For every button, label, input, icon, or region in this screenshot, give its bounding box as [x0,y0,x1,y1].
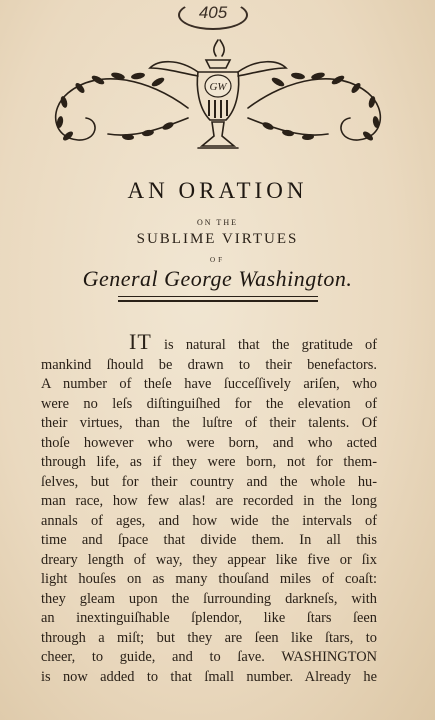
oration-subtitle: SUBLIME VIRTUES [136,231,299,247]
body-line: annals of ages, and how wide the intervals of [41,512,377,529]
body-line: mankind ſhould be drawn to their benefactors. [41,356,377,373]
laurel-urn-ornament [38,38,398,163]
subject-name: General George Washington. [82,266,353,291]
body-line: A number of theſe have ſucceſſively ariſen, who [41,376,377,392]
body-line: light houſes on as many thouſand miles of coaſt: [41,571,377,587]
body-line: IT is natural that the gratitude of [129,329,377,354]
body-line: is now added to that ſmall number. Already he [41,668,377,685]
title-rule-thin [118,296,318,297]
body-line: man race, how few alas! are recorded in the long [41,493,377,509]
body-line: ſelves, but for their country and the whole hu- [41,473,377,490]
gw-monogram: GW [209,81,227,93]
body-line: cheer, to guide, and to ſave. WASHINGTON [41,649,377,665]
title-rule-thick [118,300,318,302]
body-line: through a miſt; but they are ſeen like ſtars, to [41,629,377,646]
oration-title: AN ORATION [127,178,308,203]
body-line: they gleam upon the ſurrounding darkneſs, with [41,590,377,607]
handwritten-page-number: 405 [178,0,248,30]
body-line: through life, as if they were born, not for them- [41,454,377,470]
oration-body-text [41,329,377,687]
body-line: their virtues, than the luſtre of their talents. Of [41,415,377,431]
title-connector-on-the: ON THE [197,218,238,227]
opening-word: IT [129,329,152,354]
title-connector-of: OF [210,256,225,264]
body-line: an inextinguiſhable ſplendor, like ſtars ſeen [41,610,377,626]
body-line: time and ſpace that divide them. In all this [41,532,377,548]
body-line: were no leſs diſtinguiſhed for the elevation of [41,395,377,412]
body-line: thoſe however who were born, and who acted [41,434,377,451]
body-line: dreary length of way, they appear like five or ſix [41,551,377,568]
